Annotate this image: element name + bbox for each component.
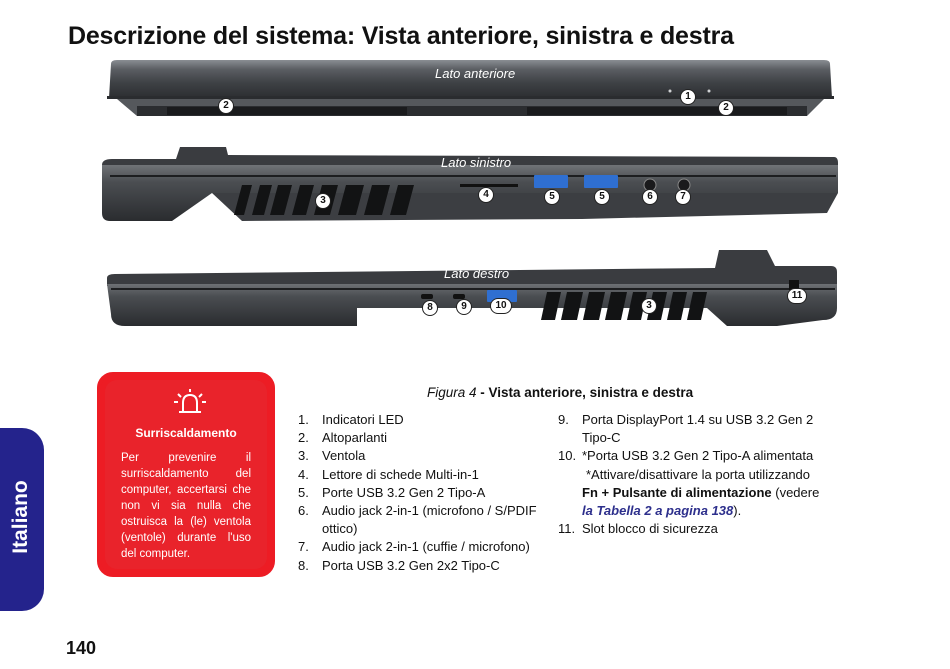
left-view-label: Lato sinistro — [441, 155, 512, 170]
list-item: 1. Indicatori LED — [298, 412, 404, 427]
callout-5: 5 — [594, 189, 610, 205]
figure-caption — [427, 385, 693, 400]
list-item: 8. Porta USB 3.2 Gen 2x2 Tipo-C — [298, 557, 500, 573]
component-list-left — [298, 411, 548, 575]
warning-box — [97, 372, 275, 577]
page-number: 140 — [66, 638, 97, 658]
list-item: 3. Ventola — [298, 448, 366, 464]
callout-7: 7 — [675, 189, 691, 205]
right-view-image — [107, 248, 839, 330]
list-item: 6. Audio jack 2-in-1 (microfono / S/PDIF ottico) — [298, 503, 537, 537]
page-title: Descrizione del sistema: Vista anteriore, sinistra e destra — [68, 22, 734, 50]
warning-inner — [105, 380, 267, 569]
list-item: 9. Porta DisplayPort 1.4 su USB 3.2 Gen 2 Tipo-C — [558, 412, 814, 446]
figure-title: Vista anteriore, sinistra e destra — [488, 385, 694, 400]
figure-number: Figura 4 — [427, 385, 477, 400]
callout-10: 10 — [490, 298, 512, 314]
language-tab-label: Italiano — [9, 480, 32, 554]
right-view-label: Lato destro — [444, 266, 510, 281]
warning-title: Surriscaldamento — [135, 426, 237, 440]
table-link[interactable]: la Tabella 2 a pagina 138 — [582, 503, 734, 519]
callout-6: 6 — [642, 189, 658, 205]
callout-4: 4 — [478, 187, 494, 203]
note-text: *Attivare/disattivare la porta utilizzando — [586, 466, 811, 482]
list-item: 2. Altoparlanti — [298, 430, 388, 446]
callout-2: 2 — [218, 98, 234, 114]
callout-1: 1 — [680, 89, 696, 105]
callout-3: 3 — [641, 298, 657, 314]
callout-11: 11 — [787, 288, 807, 304]
figure-separator: - — [476, 385, 489, 400]
list-item: 5. Porte USB 3.2 Gen 2 Tipo-A — [298, 484, 486, 500]
list-item: 7. Audio jack 2-in-1 (cuffie / microfono) — [298, 539, 530, 555]
warning-text: Per prevenire il surriscaldamento del computer, accertarsi che non vi sia nulla che ostruisca la (le) ventola (ventole) durante l'uso del computer. — [121, 452, 251, 560]
callout-5: 5 — [544, 189, 560, 205]
component-list-right — [558, 411, 834, 538]
alarm-icon — [172, 388, 208, 418]
callout-3: 3 — [315, 193, 331, 209]
callout-2: 2 — [718, 100, 734, 116]
list-item: 11. Slot blocco di sicurezza — [558, 521, 718, 537]
callout-9: 9 — [456, 299, 472, 315]
callout-8: 8 — [422, 300, 438, 316]
key-combo: Fn + Pulsante di alimentazione — [582, 484, 772, 500]
list-item: 10. *Porta USB 3.2 Gen 2 Tipo-A alimentata *Attivare/disattivare la porta utilizzando Fn + Pulsante di alimentazione (vedere la Tabella 2 a pagina 138). — [558, 448, 820, 519]
list-item: 4. Lettore di schede Multi-in-1 — [298, 466, 479, 482]
front-view-label: Lato anteriore — [435, 66, 516, 81]
